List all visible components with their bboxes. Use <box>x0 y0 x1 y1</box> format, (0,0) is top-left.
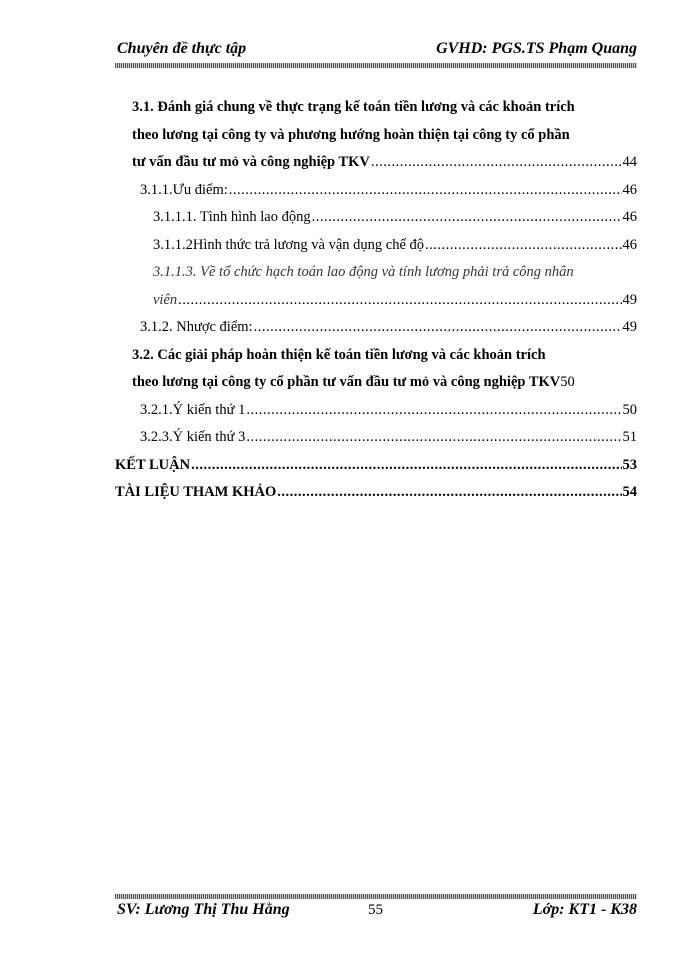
toc-entry-3-1[interactable] <box>115 94 637 177</box>
toc-entry-text: KẾT LUẬN <box>115 456 191 473</box>
toc-page-number: 44 <box>622 154 637 170</box>
toc-page-number: 49 <box>622 319 637 335</box>
toc-entry-conclusion[interactable] <box>115 452 637 480</box>
toc-entry-text: viên <box>153 291 178 308</box>
page-footer <box>115 901 637 921</box>
toc-page-number: 49 <box>622 291 637 308</box>
toc-entry-text: 3.1.1.3. Về tổ chức hạch toán lao động và tính lương phải trả công nhân <box>153 264 574 280</box>
toc-entry-text: 3.2. Các giải pháp hoàn thiện kế toán tiền lương và các khoản trích <box>132 346 546 363</box>
dot-leader <box>312 204 622 232</box>
toc-entry-text: tư vấn đầu tư mỏ và công nghiệp TKV <box>132 154 370 170</box>
toc-entry-3-1-1-3[interactable] <box>115 259 637 314</box>
toc-entry-3-1-1-1[interactable] <box>115 204 637 232</box>
toc-entry-text: theo lương tại công ty và phương hướng hoàn thiện tại công ty cổ phần <box>132 126 570 143</box>
toc-page-number: 54 <box>622 484 637 500</box>
toc-entry-text: theo lương tại công ty cổ phần tư vấn đầu tư mỏ và công nghiệp TKV <box>132 374 561 390</box>
toc-entry-text: 3.1.1.2Hình thức trả lương và vận dụng chế độ <box>153 236 425 253</box>
dot-leader <box>246 424 621 452</box>
toc-entry-text: 3.1.1.Ưu điểm: <box>140 181 228 198</box>
dot-leader <box>246 397 621 425</box>
toc-entry-3-1-1[interactable] <box>115 177 637 205</box>
toc-entry-3-1-2[interactable] <box>115 314 637 342</box>
toc-entry-3-2-3[interactable] <box>115 424 637 452</box>
header-supervisor: GVHD: PGS.TS Phạm Quang <box>436 40 637 57</box>
dot-leader <box>229 177 622 205</box>
toc-entry-3-2-1[interactable] <box>115 397 637 425</box>
page-number: 55 <box>368 902 383 918</box>
toc-entry-references[interactable] <box>115 479 637 507</box>
dot-leader <box>277 479 621 507</box>
dot-leader <box>178 287 621 315</box>
toc-entry-text: 3.2.1.Ý kiến thứ 1 <box>140 401 246 418</box>
toc-page-number: 50 <box>560 374 575 390</box>
toc-page-number: 46 <box>622 236 637 253</box>
header-rule <box>115 63 637 68</box>
toc-entry-text: 3.1.1.1. Tình hình lao động <box>153 209 311 225</box>
header-topic: Chuyên đề thực tập <box>117 40 247 57</box>
dot-leader <box>191 452 621 480</box>
footer-rule <box>115 894 637 899</box>
toc-entry-3-1-1-2[interactable] <box>115 232 637 260</box>
table-of-contents <box>115 94 637 507</box>
toc-entry-text: 3.1.2. Nhược điểm: <box>140 319 253 335</box>
toc-entry-text: 3.2.3.Ý kiến thứ 3 <box>140 429 246 445</box>
dot-leader <box>425 232 621 260</box>
toc-page-number: 53 <box>622 456 637 473</box>
footer-student: SV: Lương Thị Thu Hằng <box>117 901 290 918</box>
dot-leader <box>254 314 622 342</box>
footer-class: Lớp: KT1 - K38 <box>532 901 637 918</box>
toc-entry-text: TÀI LIỆU THAM KHẢO <box>115 484 277 500</box>
toc-page-number: 50 <box>622 401 637 418</box>
toc-entry-text: 3.1. Đánh giá chung về thực trạng kế toán tiền lương và các khoản trích <box>132 99 575 115</box>
toc-page-number: 46 <box>622 181 637 198</box>
toc-page-number: 51 <box>622 429 637 445</box>
dot-leader <box>371 149 622 177</box>
toc-entry-3-2[interactable] <box>115 342 637 397</box>
page-header <box>115 40 637 60</box>
toc-page-number: 46 <box>622 209 637 225</box>
